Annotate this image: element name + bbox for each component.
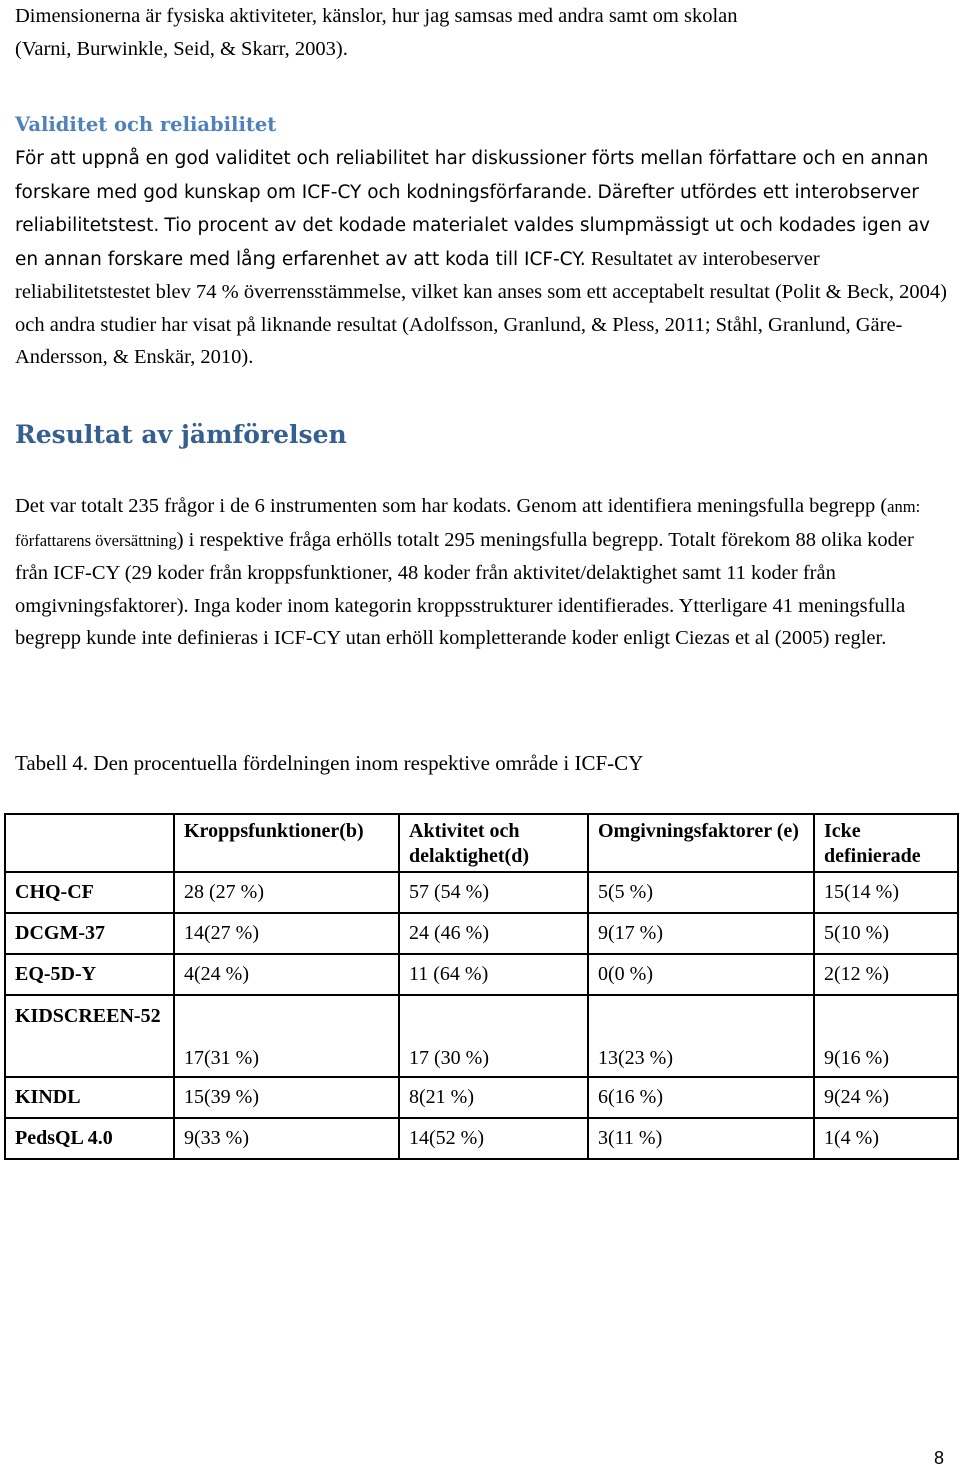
table-row-label: DCGM-37 bbox=[5, 913, 174, 954]
table-row-label: KINDL bbox=[5, 1077, 174, 1118]
results-translation-note: anm: författarens översättning bbox=[15, 497, 921, 550]
table-cell: 17(31 %) bbox=[174, 995, 399, 1077]
table-cell: 0(0 %) bbox=[588, 954, 814, 995]
results-text-2: ) i respektive fråga erhölls totalt 295 meningsfulla begrepp. Totalt förekom 88 olika koder från ICF-CY (29 koder från kroppsfunktioner, 48 koder från aktivitet/delaktighet samt 11 koder från omgivningsfaktorer). Inga koder inom kategorin kroppsstrukturer identifierades. Ytterligare 41 meningsfulla begrepp kunde inte definieras i ICF-CY utan erhöll kompletterande koder enligt Ciezas et al (2005) regler. bbox=[15, 528, 914, 649]
table-cell: 13(23 %) bbox=[588, 995, 814, 1077]
table-cell: 8(21 %) bbox=[399, 1077, 588, 1118]
table-cell: 9(33 %) bbox=[174, 1118, 399, 1159]
table-cell: 4(24 %) bbox=[174, 954, 399, 995]
table-row bbox=[5, 954, 958, 995]
intro-line-1: Dimensionerna är fysiska aktiviteter, känslor, hur jag samsas med andra samt om skolan bbox=[15, 5, 738, 27]
validity-text-2: Därefter utfördes ett interobserver reliabilitetstest. bbox=[15, 181, 919, 236]
table-cell: 14(27 %) bbox=[174, 913, 399, 954]
table-cell: 9(24 %) bbox=[814, 1077, 958, 1118]
table-row-label: EQ-5D-Y bbox=[5, 954, 174, 995]
table-cell: 15(39 %) bbox=[174, 1077, 399, 1118]
table-cell: 14(52 %) bbox=[399, 1118, 588, 1159]
table-cell: 5(10 %) bbox=[814, 913, 958, 954]
table-header-cell: Omgivningsfaktorer (e) bbox=[588, 814, 814, 872]
results-paragraph bbox=[15, 490, 950, 655]
table-header-cell: Icke definierade bbox=[814, 814, 958, 872]
table-row bbox=[5, 872, 958, 913]
intro-paragraph bbox=[15, 0, 950, 65]
table-row bbox=[5, 1118, 958, 1159]
table-header-row bbox=[5, 814, 958, 872]
results-heading: Resultat av jämförelsen bbox=[15, 420, 347, 449]
table-cell: 11 (64 %) bbox=[399, 954, 588, 995]
table-cell: 15(14 %) bbox=[814, 872, 958, 913]
table-header-cell: Kroppsfunktioner(b) bbox=[174, 814, 399, 872]
table-cell: 1(4 %) bbox=[814, 1118, 958, 1159]
table-header-cell: Aktivitet och delaktighet(d) bbox=[399, 814, 588, 872]
table-cell: 24 (46 %) bbox=[399, 913, 588, 954]
table-row bbox=[5, 995, 958, 1077]
validity-text-4: Resultatet av interobeserver reliabilitetstestet blev 74 % överrensstämmelse, vilket kan anses som ett acceptabelt resultat (Polit & Beck, 2004) och andra studier har visat på liknande resultat (Adolfsson, Granlund, & Pless, 2011; Ståhl, Granlund, Gäre-Andersson, & Enskär, 2010). bbox=[15, 247, 947, 368]
page-number: 8 bbox=[933, 1448, 944, 1468]
validity-heading: Validitet och reliabilitet bbox=[15, 113, 277, 136]
table-caption: Tabell 4. Den procentuella fördelningen inom respektive område i ICF-CY bbox=[15, 751, 644, 775]
validity-paragraph bbox=[15, 142, 950, 374]
table-cell: 17 (30 %) bbox=[399, 995, 588, 1077]
table-row bbox=[5, 1077, 958, 1118]
table-cell: 5(5 %) bbox=[588, 872, 814, 913]
table-cell: 3(11 %) bbox=[588, 1118, 814, 1159]
table-cell: 6(16 %) bbox=[588, 1077, 814, 1118]
validity-text-3: Tio procent av det kodade materialet valdes slumpmässigt ut och kodades igen av en annan forskare med lång erfarenhet av att koda till ICF-CY. bbox=[15, 215, 930, 270]
results-text-1: Det var totalt 235 frågor i de 6 instrumenten som har kodats. Genom att identifiera meningsfulla begrepp ( bbox=[15, 495, 888, 517]
table-row-label: PedsQL 4.0 bbox=[5, 1118, 174, 1159]
table-cell: 9(17 %) bbox=[588, 913, 814, 954]
table-cell: 28 (27 %) bbox=[174, 872, 399, 913]
table-header-cell bbox=[5, 814, 174, 872]
intro-line-2: (Varni, Burwinkle, Seid, & Skarr, 2003). bbox=[15, 37, 348, 60]
distribution-table bbox=[4, 813, 959, 1160]
table-row bbox=[5, 913, 958, 954]
table-row-label: CHQ-CF bbox=[5, 872, 174, 913]
table-row-label: KIDSCREEN-52 bbox=[5, 995, 174, 1077]
table-cell: 57 (54 %) bbox=[399, 872, 588, 913]
table-cell: 9(16 %) bbox=[814, 995, 958, 1077]
validity-text-1: För att uppnå en god validitet och reliabilitet har diskussioner förts mellan författare och en annan forskare med god kunskap om ICF-CY och kodningsförfarande. bbox=[15, 148, 929, 203]
table-cell: 2(12 %) bbox=[814, 954, 958, 995]
